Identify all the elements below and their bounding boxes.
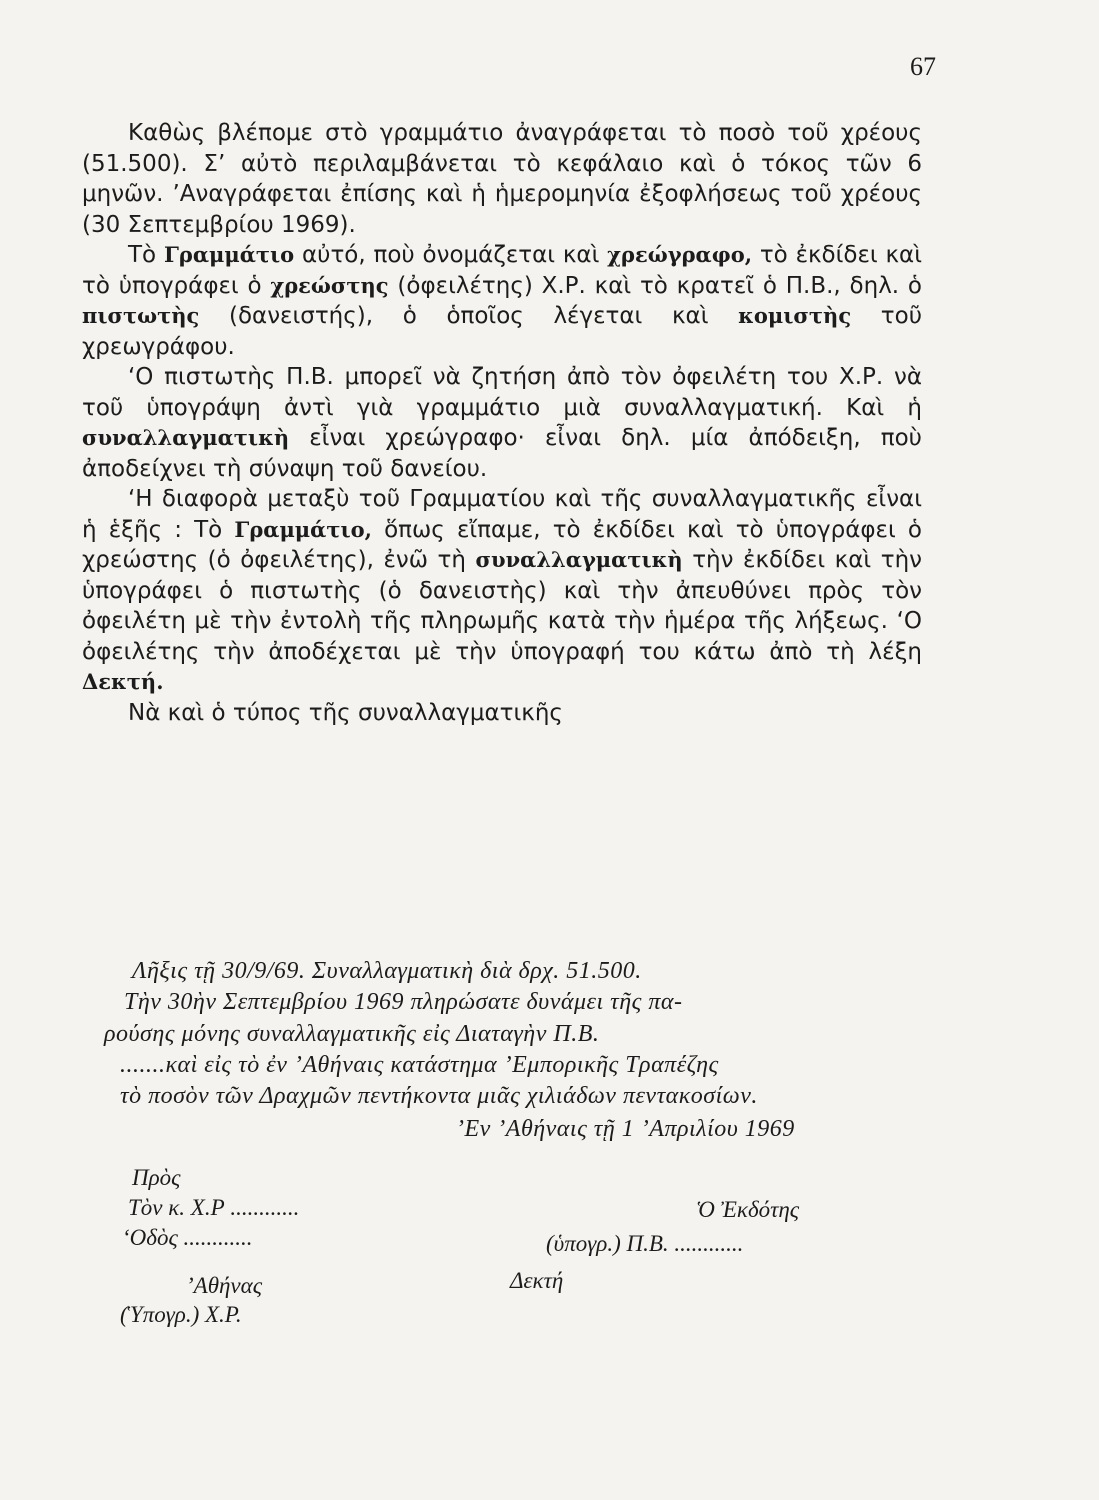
addressee-street: ‘Οδὸς ............ [122, 1225, 253, 1250]
bill-line-2: Τὴν 30ὴν Σεπτεμβρίου 1969 πληρώσατε δυνάμει τῆς πα- [124, 989, 683, 1015]
bill-line-1: Λῆξις τῇ 30/9/69. Συναλλαγματικὴ διὰ δρχ. 51.500. [132, 958, 642, 984]
text-run: τὸ ἐκδίδει καὶ τὸ ὑπογράφει ὁ [82, 242, 923, 299]
bill-address-block [100, 1165, 900, 1345]
body-text [82, 118, 922, 728]
addressee-city: ’Αθήνας [186, 1273, 263, 1298]
text-run: Τὸ [128, 242, 164, 268]
paragraph [82, 698, 922, 729]
text-run: τοῦ χρεωγράφου. [82, 303, 922, 360]
text-run: (δανειστής), ὁ ὁποῖος λέγεται καὶ [199, 303, 739, 329]
paragraph [82, 484, 922, 698]
bill-line-5: τὸ ποσὸν τῶν Δραχμῶν πεντήκοντα μιᾶς χιλιάδων πεντακοσίων. [120, 1083, 758, 1109]
text-run: ‘Η διαφορὰ μεταξὺ τοῦ Γραμματίου καὶ τῆς συναλλαγματικῆς εἶναι ἡ ἑξῆς : Τὸ [82, 486, 922, 543]
paragraph [82, 118, 922, 240]
bill-line-6: ’Εν ’Αθήναις τῇ 1 ’Απριλίου 1969 [456, 1116, 795, 1142]
text-run: Νὰ καὶ ὁ τύπος τῆς συναλλαγματικῆς [128, 699, 563, 726]
bill-of-exchange-specimen [100, 958, 880, 1158]
addressee-label: Πρὸς [132, 1165, 181, 1190]
addressee-name: Τὸν κ. Χ.Ρ ............ [128, 1195, 300, 1220]
page-number: 67 [910, 52, 936, 81]
issuer-label: Ὁ Ἐκδότης [696, 1197, 800, 1222]
text-run: εἶναι χρεώγραφο· εἶναι δηλ. μία ἀπόδειξη, ποὺ ἀποδείχνει τὴ σύναψη τοῦ δανείου. [82, 425, 922, 482]
bold-term: Δεκτή. [82, 669, 164, 694]
text-run: ὅπως εἴπαμε, τὸ ἐκδίδει καὶ τὸ ὑπογράφει ὁ χρεώστης (ὁ ὀφειλέτης), ἐνῶ τὴ [82, 516, 922, 573]
bill-line-3: ρούσης μόνης συναλλαγματικῆς εἰς Διαταγὴν Π.Β. [104, 1021, 600, 1047]
bold-term: πιστωτὴς [82, 303, 200, 328]
bold-term: συναλλαγματικὴ [475, 547, 683, 572]
bold-term: κομιστὴς [738, 303, 852, 328]
bill-line-4: .......καὶ εἰς τὸ ἐν ’Αθήναις κατάστημα ’Εμπορικῆς Τραπέζης [120, 1052, 719, 1078]
bold-term: Γραμμάτιο [163, 242, 295, 267]
issuer-signature: (ὑπογρ.) Π.Β. ............ [546, 1231, 744, 1256]
bold-term: χρεώγραφο, [607, 242, 753, 267]
paragraph [82, 362, 922, 484]
drawee-signature: (Ὑπογρ.) Χ.Ρ. [120, 1302, 242, 1327]
bold-term: συναλλαγματικὴ [82, 425, 290, 450]
text-run: (ὀφειλέτης) Χ.Ρ. καὶ τὸ κρατεῖ ὁ Π.Β., δηλ. ὁ [388, 272, 922, 299]
paragraph [82, 240, 922, 362]
accepted-label: Δεκτή [510, 1268, 564, 1293]
text-run: ‘Ο πιστωτὴς Π.Β. μπορεῖ νὰ ζητήση ἀπὸ τὸν ὀφειλέτη του Χ.Ρ. νὰ τοῦ ὑπογράψη ἀντὶ γιὰ γραμμάτιο μιὰ συναλλαγματική. Καὶ ἡ [82, 364, 922, 421]
text-run: Καθὼς βλέπομε στὸ γραμμάτιο ἀναγράφεται τὸ ποσὸ τοῦ χρέους (51.500). Σ’ αὐτὸ περιλαμβάνεται τὸ κεφάλαιο καὶ ὁ τόκος τῶν 6 μηνῶν. ’Αναγράφεται ἐπίσης καὶ ἡ ἡμερομηνία ἐξοφλήσεως τοῦ χρέους (30 Σεπτεμβρίου 1969). [82, 120, 922, 238]
text-run: αὐτό, ποὺ ὀνομάζεται καὶ [294, 242, 608, 268]
text-run: τὴν ἐκδίδει καὶ τὴν ὑπογράφει ὁ πιστωτὴς (ὁ δανειστὴς) καὶ τὴν ἀπευθύνει πρὸς τὸν ὀφειλέτη μὲ τὴν ἐντολὴ τῆς πληρωμῆς κατὰ τὴν ἡμέρα τῆς λήξεως. ‘Ο ὀφειλέτης τὴν ἀποδέχεται μὲ τὴν ὑπογραφή του κάτω ἀπὸ τὴ λέξη [82, 547, 923, 665]
bold-term: χρεώστης [270, 272, 389, 298]
bold-term: Γραμμάτιο, [234, 516, 372, 542]
